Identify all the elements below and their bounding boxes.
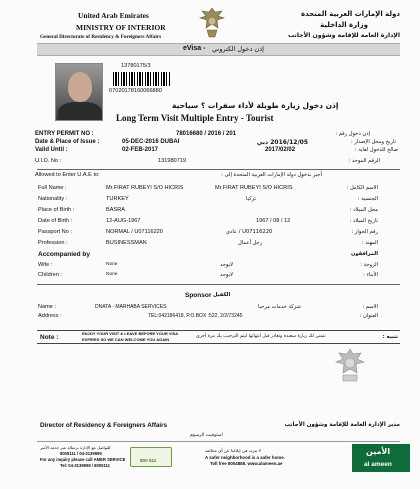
footer-mid-ar: لا تتردد في إبلاغنا عن أي مخالفة bbox=[205, 448, 261, 453]
sponsor-ar: الكفيل bbox=[213, 292, 231, 298]
field-ar-value: Mr.FIRAT RUBEYI S/O HICRIS bbox=[215, 185, 293, 191]
date-place-ar: تاريخ ومحل الإصدار : bbox=[350, 139, 396, 145]
divider bbox=[37, 441, 400, 442]
entry-permit-value: 78016680 / 2016 / 201 bbox=[176, 131, 237, 137]
field-ar-value: 1967 / 08 / 12 bbox=[256, 218, 291, 224]
ministry-ar: وزارة الداخلية bbox=[320, 21, 368, 29]
alameen-logo-icon bbox=[352, 444, 410, 472]
field-value: Mr.FIRAT RUBEYI S/O HICRIS bbox=[106, 185, 184, 191]
photo-portrait bbox=[55, 63, 103, 121]
field-value: BASRA bbox=[106, 207, 125, 213]
sponsor-name-ar-value: شركة خدمات مرحبا bbox=[258, 304, 301, 310]
allowed-ar: أجيز بدخول دولة الإمارات العربية المتحدة إلى : bbox=[221, 172, 322, 178]
field-value: 12-AUG-1967 bbox=[106, 218, 141, 224]
field-ar-label: الاسم الكامل : bbox=[346, 185, 378, 191]
emblem-falcon-icon bbox=[198, 6, 226, 40]
valid-until-ar: صالح للدخول لغاية : bbox=[354, 147, 398, 153]
field-ar-value: تركيا bbox=[246, 196, 256, 202]
date-place-label: Date & Place of Issue : bbox=[35, 139, 100, 145]
footer-mid-line2: Toll free 8004888. www.alameen.ae bbox=[210, 461, 283, 466]
date-place-value: 05-DEC-2016 DUBAI bbox=[122, 139, 180, 145]
sponsor-name-label: Name : bbox=[38, 304, 57, 310]
field-value: BUSINESSMAN bbox=[106, 240, 147, 246]
field-label: Profession : bbox=[38, 240, 68, 246]
field-label: Date of Birth : bbox=[38, 218, 73, 224]
title-ar: إذن دخول زيارة طويلة لأداء سفرات ؟ سياحية bbox=[172, 101, 339, 110]
footer-left-line3: Tel: 04-3139999 / 8005111 bbox=[60, 463, 110, 468]
allowed-en: Allowed to Enter U.A.E to: bbox=[35, 172, 100, 178]
sponsor-address-value: TEL:042186418, P.O.BOX :522, 2/2/73245 bbox=[148, 313, 243, 319]
title-en: Long Term Visit Multiple Entry - Tourist bbox=[116, 113, 274, 123]
wife-value: None bbox=[106, 262, 118, 267]
sponsor-address-ar: العنوان : bbox=[359, 313, 378, 319]
evisa-label: eVisa - bbox=[183, 45, 206, 52]
field-ar-value: U07116220 / عادي bbox=[226, 229, 273, 235]
divider bbox=[37, 284, 400, 285]
barcode-number: 07020178160066880 bbox=[109, 88, 162, 94]
note-en-line1: ENJOY YOUR VISIT & LEAVE BEFORE YOUR VISA bbox=[82, 331, 179, 336]
directorate-ar: الإدارة العامة للإقامة وشؤون الأجانب bbox=[287, 32, 400, 39]
signature-ar-title: مدير الإدارة العامة للإقامة وشؤون الأجانب bbox=[284, 422, 400, 428]
entry-permit-label: ENTRY PERMIT NO : bbox=[35, 131, 94, 137]
footer-left-ar: للتواصل مع الإدارة برسالة عبر خدمة الأمير bbox=[40, 445, 111, 450]
field-label: Place of Birth : bbox=[38, 207, 75, 213]
signature-ar-fee: استوفيت الرسوم bbox=[190, 433, 223, 438]
sponsor-name-value: DNATA - MARHABA SERVICES bbox=[95, 304, 167, 310]
wife-label: Wife : bbox=[38, 262, 53, 268]
wife-ar-value: لايوجد bbox=[220, 262, 234, 268]
field-ar-label: محل الميلاد : bbox=[349, 207, 378, 213]
footer-mid-line1: A safer neighborhood is a safer home. bbox=[205, 455, 285, 460]
valid-until-label: Valid Until : bbox=[35, 147, 68, 153]
field-ar-value: رجل أعمال bbox=[238, 240, 263, 246]
footer-left-line1: 8005111 / 04-3139999 bbox=[60, 451, 102, 456]
field-value: NORMAL / U07116220 bbox=[106, 229, 163, 235]
field-ar-label: الجنسية : bbox=[357, 196, 378, 202]
country-ar: دولة الإمارات العربية المتحدة bbox=[300, 10, 400, 18]
amer-box-text: 800 511 bbox=[140, 458, 157, 463]
uid-ar: الرقم الموحد : bbox=[348, 158, 380, 164]
field-label: Full Name : bbox=[38, 185, 67, 191]
children-label: Children : bbox=[38, 272, 62, 278]
signature-en: Director of Residency & Foreigners Affairs bbox=[40, 422, 168, 429]
sponsor-en: Sponsor bbox=[185, 292, 212, 299]
valid-until-value: 02-FEB-2017 bbox=[122, 147, 159, 153]
country-en: United Arab Emirates bbox=[78, 11, 149, 20]
date-place-ar-value: 2016/12/05 دبي bbox=[256, 139, 308, 146]
accompanied-en: Accompanied by bbox=[38, 251, 91, 258]
field-value: TURKEY bbox=[106, 196, 129, 202]
wife-ar-label: الزوجة : bbox=[360, 262, 378, 268]
field-label: Nationality : bbox=[38, 196, 68, 202]
amer-logo-icon bbox=[130, 447, 172, 467]
uid-label: U.I.D. No : bbox=[35, 158, 62, 164]
note-en-line2: EXPIRES SO WE CAN WELCOME YOU AGAIN bbox=[82, 337, 170, 342]
field-ar-label: تاريخ الميلاد : bbox=[349, 218, 378, 224]
children-ar-label: الأبناء : bbox=[363, 272, 378, 278]
evisa-label-ar: إذن دخول الكتروني bbox=[212, 45, 264, 53]
field-ar-label: رقم الجواز : bbox=[351, 229, 378, 235]
field-label: Passport No : bbox=[38, 229, 72, 235]
stamp-emblem-icon bbox=[330, 345, 370, 385]
note-label: Note : bbox=[40, 334, 59, 341]
field-ar-label: المهنة : bbox=[361, 240, 378, 246]
top-number: 13780175/3 bbox=[121, 63, 151, 69]
sponsor-address-label: Address : bbox=[38, 313, 62, 319]
divider bbox=[37, 169, 400, 170]
barcode-icon bbox=[113, 72, 171, 86]
note-ar-label: تنبيه : bbox=[382, 334, 398, 340]
ministry-en: MINISTRY OF INTERIOR bbox=[76, 23, 166, 32]
footer-left-line2: For any inquiry please call AMER SERVICE bbox=[40, 457, 126, 462]
accompanied-ar: المرافقون bbox=[350, 251, 378, 257]
entry-permit-ar: إذن دخول رقم : bbox=[335, 131, 370, 137]
children-ar-value: لايوجد bbox=[220, 272, 234, 278]
logo-en: al ameen bbox=[364, 461, 392, 468]
uid-value: 131980719 bbox=[158, 158, 186, 164]
sponsor-name-ar: الاسم : bbox=[362, 304, 378, 310]
children-value: None bbox=[106, 272, 118, 277]
valid-until-ar-value: 2017/02/02 bbox=[265, 147, 296, 153]
logo-ar: الأمين bbox=[366, 447, 391, 456]
directorate-en: General Directorate of Residency & Foreigners Affairs bbox=[40, 34, 162, 40]
note-ar-text: نتمنى لك زيارة سعيدة وتغادر قبل انتهائها ليتم الترحيب بك مرة أخرى bbox=[196, 334, 326, 339]
